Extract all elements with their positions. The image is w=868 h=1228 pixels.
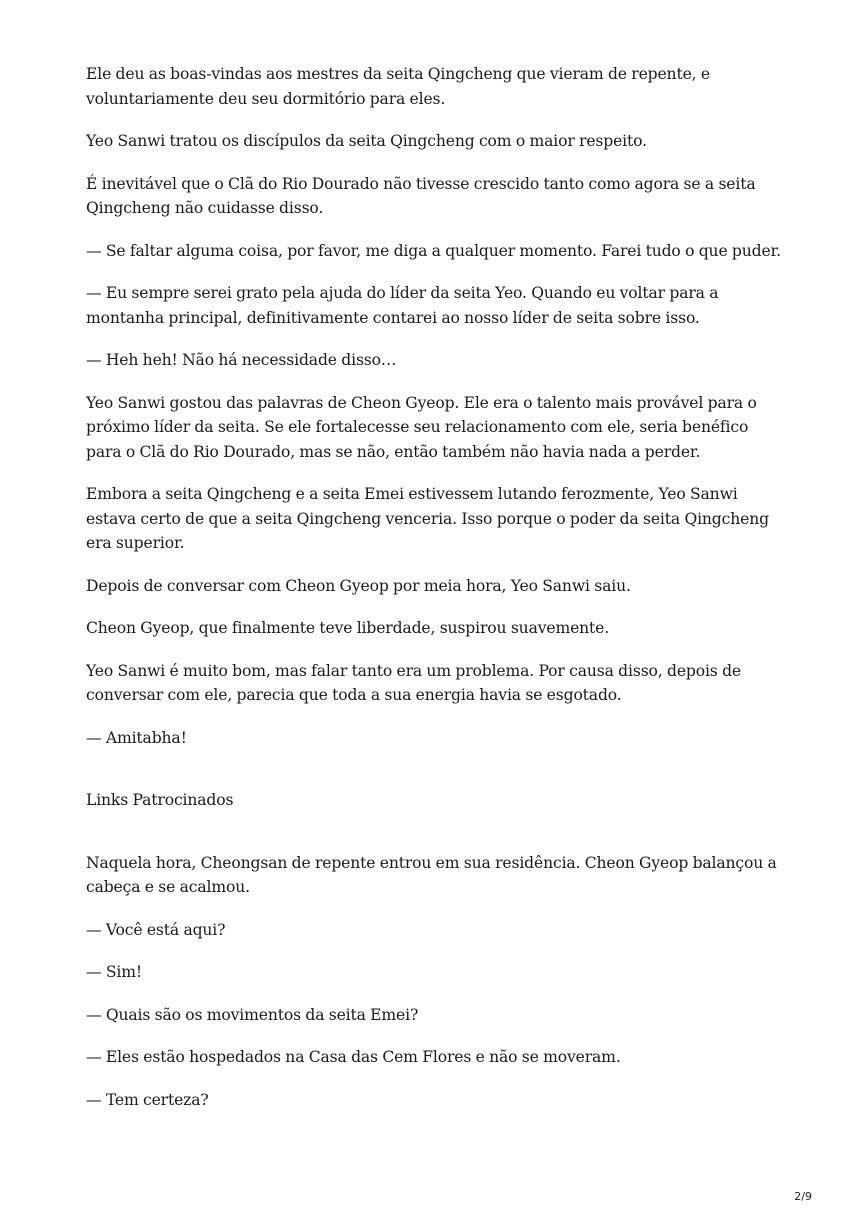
paragraph: — Eles estão hospedados na Casa das Cem Flores e não se moveram. — [86, 1048, 621, 1066]
paragraph: — Você está aqui? — [86, 920, 226, 939]
paragraph: Depois de conversar com Cheon Gyeop por meia hora, Yeo Sanwi saiu. — [86, 576, 631, 595]
document-page — [86, 62, 786, 1130]
sponsored-links-label: Links Patrocinados — [86, 791, 234, 809]
paragraph: Naquela hora, Cheongsan de repente entrou em sua residência. Cheon Gyeop balançou a cabeça e se acalmou. — [86, 853, 777, 896]
paragraph: Yeo Sanwi tratou os discípulos da seita Qingcheng com o maior respeito. — [86, 132, 647, 150]
section-spacer — [86, 831, 786, 851]
paragraph: Cheon Gyeop, que finalmente teve liberdade, suspirou suavemente. — [86, 619, 610, 637]
paragraph: — Heh heh! Não há necessidade disso… — [86, 351, 397, 369]
paragraph: — Quais são os movimentos da seita Emei? — [86, 1005, 419, 1024]
paragraph: Yeo Sanwi é muito bom, mas falar tanto era um problema. Por causa disso, depois de conversar com ele, parecia que toda a sua energia havia se esgotado. — [86, 661, 741, 704]
paragraph: Yeo Sanwi gostou das palavras de Cheon Gyeop. Ele era o talento mais provável para o próximo líder da seita. Se ele fortalecesse seu relacionamento com ele, seria benéfico para o Clã do Rio Dourado, mas se não, então também não havia nada a perder. — [86, 393, 757, 461]
paragraph: É inevitável que o Clã do Rio Dourado não tivesse crescido tanto como agora se a seita Qingcheng não cuidasse disso. — [86, 174, 756, 217]
paragraph: — Amitabha! — [86, 728, 187, 747]
section-spacer — [86, 768, 786, 788]
paragraph: — Tem certeza? — [86, 1090, 209, 1109]
paragraph: Ele deu as boas-vindas aos mestres da seita Qingcheng que vieram de repente, e voluntariamente deu seu dormitório para eles. — [86, 65, 710, 108]
paragraph: — Se faltar alguma coisa, por favor, me diga a qualquer momento. Farei tudo o que puder. — [86, 241, 781, 260]
page-number: 2/9 — [794, 1190, 812, 1203]
paragraph: Embora a seita Qingcheng e a seita Emei estivessem lutando ferozmente, Yeo Sanwi estava certo de que a seita Qingcheng venceria. Isso porque o poder da seita Qingcheng era superior. — [86, 485, 769, 552]
paragraph: — Sim! — [86, 963, 142, 981]
paragraph: — Eu sempre serei grato pela ajuda do líder da seita Yeo. Quando eu voltar para a montanha principal, definitivamente contarei ao nosso líder de seita sobre isso. — [86, 284, 719, 327]
